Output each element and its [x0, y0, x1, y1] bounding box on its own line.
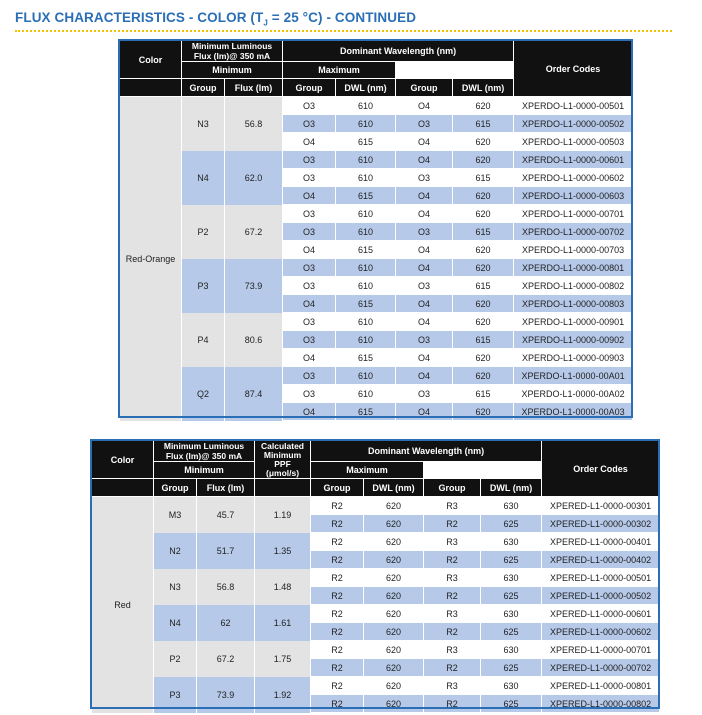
dwl-min-cell: 610 [336, 277, 396, 295]
dwl-max-cell: 625 [481, 623, 542, 641]
dwl-max-cell: 615 [453, 277, 514, 295]
dwl-min-cell: 620 [364, 569, 424, 587]
group-min-cell: R2 [311, 497, 364, 515]
group-min-cell: R2 [311, 659, 364, 677]
group-min-cell: O3 [283, 367, 336, 385]
table-row [92, 533, 660, 551]
flux-cell: 51.7 [197, 533, 255, 569]
dwl-max-cell: 630 [481, 569, 542, 587]
header-dwl-min: DWL (nm) [336, 79, 396, 97]
dwl-max-cell: 625 [481, 659, 542, 677]
ppf-cell: 1.48 [255, 569, 311, 605]
group-max-cell: R2 [424, 623, 481, 641]
group-min-cell: O4 [283, 187, 336, 205]
dwl-max-cell: 620 [453, 259, 514, 277]
order-code-cell: XPERDO-L1-0000-00901 [514, 313, 633, 331]
dwl-max-cell: 630 [481, 641, 542, 659]
order-code-cell: XPERED-L1-0000-00601 [542, 605, 660, 623]
dwl-min-cell: 620 [364, 533, 424, 551]
group-max-cell: O3 [396, 169, 453, 187]
group-min-cell: O3 [283, 169, 336, 187]
order-code-cell: XPERED-L1-0000-00502 [542, 587, 660, 605]
dwl-min-cell: 620 [364, 497, 424, 515]
header-group: Group [182, 79, 225, 97]
order-code-cell: XPERDO-L1-0000-00501 [514, 97, 633, 115]
ppf-cell: 1.19 [255, 497, 311, 533]
group-min-cell: O3 [283, 277, 336, 295]
order-code-cell: XPERDO-L1-0000-00502 [514, 115, 633, 133]
order-code-cell: XPERED-L1-0000-00801 [542, 677, 660, 695]
group-cell: N3 [182, 97, 225, 151]
ppf-cell: 1.92 [255, 677, 311, 713]
order-code-cell: XPERED-L1-0000-00602 [542, 623, 660, 641]
flux-cell: 73.9 [225, 259, 283, 313]
dwl-max-cell: 615 [453, 223, 514, 241]
dwl-min-cell: 610 [336, 151, 396, 169]
dwl-min-cell: 610 [336, 367, 396, 385]
group-max-cell: O3 [396, 331, 453, 349]
group-cell: P3 [182, 259, 225, 313]
table-row [120, 313, 633, 331]
group-min-cell: O4 [283, 349, 336, 367]
header-flux: Flux (lm) [197, 479, 255, 497]
dwl-min-cell: 620 [364, 587, 424, 605]
group-cell: N4 [154, 605, 197, 641]
group-cell: N3 [154, 569, 197, 605]
dwl-min-cell: 610 [336, 169, 396, 187]
order-code-cell: XPERDO-L1-0000-00803 [514, 295, 633, 313]
header-ppf-line: (μmol/s) [265, 467, 300, 478]
flux-cell: 73.9 [197, 677, 255, 713]
group-max-cell: R2 [424, 551, 481, 569]
flux-cell: 67.2 [197, 641, 255, 677]
dwl-max-cell: 615 [453, 385, 514, 403]
order-code-cell: XPERED-L1-0000-00301 [542, 497, 660, 515]
dwl-max-cell: 620 [453, 205, 514, 223]
dwl-min-cell: 615 [336, 295, 396, 313]
ppf-cell: 1.75 [255, 641, 311, 677]
group-max-cell: O3 [396, 223, 453, 241]
dwl-min-cell: 620 [364, 623, 424, 641]
group-min-cell: O3 [283, 331, 336, 349]
header-minimum: Minimum [154, 462, 255, 479]
order-code-cell: XPERDO-L1-0000-00802 [514, 277, 633, 295]
flux-cell: 45.7 [197, 497, 255, 533]
header-ppf-line: Minimum [263, 449, 302, 460]
dwl-min-cell: 620 [364, 695, 424, 713]
group-min-cell: R2 [311, 587, 364, 605]
group-cell: P2 [182, 205, 225, 259]
dwl-min-cell: 610 [336, 223, 396, 241]
order-code-cell: XPERDO-L1-0000-00701 [514, 205, 633, 223]
flux-table-red [91, 440, 660, 713]
page-title: FLUX CHARACTERISTICS - COLOR ($T_J = 25$ °C) - CONTINUED [15, 10, 417, 28]
group-cell: P3 [154, 677, 197, 713]
dwl-max-cell: 630 [481, 533, 542, 551]
dwl-min-cell: 615 [336, 349, 396, 367]
dwl-max-cell: 625 [481, 551, 542, 569]
flux-cell: 67.2 [225, 205, 283, 259]
order-code-cell: XPERDO-L1-0000-00A03 [514, 403, 633, 421]
table-row [92, 677, 660, 695]
group-cell: P2 [154, 641, 197, 677]
ppf-cell: 1.61 [255, 605, 311, 641]
flux-cell: 62 [197, 605, 255, 641]
group-max-cell: R3 [424, 497, 481, 515]
group-cell: P4 [182, 313, 225, 367]
group-min-cell: O3 [283, 97, 336, 115]
group-min-cell: O3 [283, 205, 336, 223]
header-group-max: Group [424, 479, 481, 497]
order-code-cell: XPERDO-L1-0000-00601 [514, 151, 633, 169]
group-min-cell: O3 [283, 385, 336, 403]
dwl-max-cell: 625 [481, 515, 542, 533]
group-max-cell: O4 [396, 97, 453, 115]
order-code-cell: XPERED-L1-0000-00401 [542, 533, 660, 551]
order-code-cell: XPERDO-L1-0000-00801 [514, 259, 633, 277]
dwl-min-cell: 620 [364, 641, 424, 659]
group-cell: N2 [154, 533, 197, 569]
group-min-cell: O3 [283, 313, 336, 331]
table-row [120, 367, 633, 385]
ppf-cell: 1.35 [255, 533, 311, 569]
dwl-min-cell: 615 [336, 133, 396, 151]
group-max-cell: R3 [424, 677, 481, 695]
dwl-min-cell: 610 [336, 259, 396, 277]
header-color: Color [120, 41, 182, 79]
color-cell: Red-Orange [120, 97, 182, 421]
order-code-cell: XPERDO-L1-0000-00A01 [514, 367, 633, 385]
order-code-cell: XPERED-L1-0000-00701 [542, 641, 660, 659]
group-min-cell: R2 [311, 677, 364, 695]
header-dominant-wavelength: Dominant Wavelength (nm) [311, 441, 542, 462]
dwl-max-cell: 630 [481, 677, 542, 695]
header-group-max: Group [396, 79, 453, 97]
group-min-cell: R2 [311, 641, 364, 659]
group-max-cell: O4 [396, 313, 453, 331]
group-min-cell: R2 [311, 605, 364, 623]
group-min-cell: O4 [283, 403, 336, 421]
order-code-cell: XPERED-L1-0000-00302 [542, 515, 660, 533]
header-order-codes: Order Codes [514, 41, 633, 97]
group-max-cell: R2 [424, 659, 481, 677]
dwl-min-cell: 610 [336, 313, 396, 331]
header-min-flux: Minimum Luminous Flux (lm)@ 350 mA [154, 441, 255, 462]
group-min-cell: O3 [283, 259, 336, 277]
dwl-max-cell: 630 [481, 605, 542, 623]
table-row [92, 605, 660, 623]
order-code-cell: XPERDO-L1-0000-00503 [514, 133, 633, 151]
order-code-cell: XPERDO-L1-0000-00602 [514, 169, 633, 187]
dwl-max-cell: 620 [453, 349, 514, 367]
dwl-min-cell: 615 [336, 241, 396, 259]
table-row [92, 641, 660, 659]
header-maximum: Maximum [311, 462, 424, 479]
group-max-cell: R3 [424, 533, 481, 551]
table-row [120, 205, 633, 223]
group-max-cell: O4 [396, 349, 453, 367]
dwl-min-cell: 610 [336, 385, 396, 403]
dwl-max-cell: 620 [453, 187, 514, 205]
group-min-cell: O4 [283, 133, 336, 151]
header-ppf-line: Calculated [261, 440, 305, 451]
group-max-cell: O4 [396, 205, 453, 223]
flux-cell: 56.8 [197, 569, 255, 605]
header-order-codes: Order Codes [542, 441, 660, 497]
group-max-cell: O4 [396, 241, 453, 259]
order-code-cell: XPERDO-L1-0000-00702 [514, 223, 633, 241]
dwl-min-cell: 620 [364, 677, 424, 695]
group-max-cell: O4 [396, 295, 453, 313]
dwl-max-cell: 620 [453, 151, 514, 169]
order-code-cell: XPERDO-L1-0000-00A02 [514, 385, 633, 403]
group-min-cell: O4 [283, 295, 336, 313]
dwl-min-cell: 615 [336, 187, 396, 205]
table-row [120, 259, 633, 277]
header-dominant-wavelength: Dominant Wavelength (nm) [283, 41, 514, 62]
dwl-min-cell: 615 [336, 403, 396, 421]
header-minimum: Minimum [182, 62, 283, 79]
dwl-max-cell: 620 [453, 403, 514, 421]
header-dwl-min: DWL (nm) [364, 479, 424, 497]
group-max-cell: R2 [424, 587, 481, 605]
order-code-cell: XPERED-L1-0000-00802 [542, 695, 660, 713]
header-ppf [255, 441, 311, 479]
group-max-cell: O3 [396, 115, 453, 133]
group-max-cell: R2 [424, 695, 481, 713]
dwl-min-cell: 620 [364, 515, 424, 533]
color-cell: Red [92, 497, 154, 713]
order-code-cell: XPERDO-L1-0000-00603 [514, 187, 633, 205]
header-color-spacer [92, 479, 154, 497]
flux-cell: 80.6 [225, 313, 283, 367]
header-dwl-max: DWL (nm) [481, 479, 542, 497]
group-cell: Q2 [182, 367, 225, 421]
order-code-cell: XPERDO-L1-0000-00703 [514, 241, 633, 259]
header-group-min: Group [283, 79, 336, 97]
group-max-cell: O3 [396, 277, 453, 295]
group-max-cell: O4 [396, 133, 453, 151]
table-row [120, 97, 633, 115]
flux-cell: 87.4 [225, 367, 283, 421]
header-min-flux: Minimum Luminous Flux (lm)@ 350 mA [182, 41, 283, 62]
group-min-cell: R2 [311, 623, 364, 641]
order-code-cell: XPERED-L1-0000-00702 [542, 659, 660, 677]
dwl-min-cell: 620 [364, 551, 424, 569]
group-min-cell: R2 [311, 569, 364, 587]
header-dwl-max: DWL (nm) [453, 79, 514, 97]
group-min-cell: O3 [283, 151, 336, 169]
order-code-cell: XPERED-L1-0000-00402 [542, 551, 660, 569]
flux-cell: 56.8 [225, 97, 283, 151]
header-color: Color [92, 441, 154, 479]
flux-table-red-orange [119, 40, 633, 421]
header-maximum: Maximum [283, 62, 396, 79]
dwl-max-cell: 620 [453, 241, 514, 259]
flux-cell: 62.0 [225, 151, 283, 205]
dwl-max-cell: 615 [453, 331, 514, 349]
table-row [92, 569, 660, 587]
group-min-cell: O3 [283, 115, 336, 133]
order-code-cell: XPERDO-L1-0000-00903 [514, 349, 633, 367]
group-max-cell: O3 [396, 385, 453, 403]
group-min-cell: R2 [311, 533, 364, 551]
dwl-max-cell: 615 [453, 115, 514, 133]
dwl-max-cell: 625 [481, 587, 542, 605]
dwl-min-cell: 610 [336, 331, 396, 349]
dwl-max-cell: 620 [453, 97, 514, 115]
group-max-cell: R3 [424, 641, 481, 659]
table-row [120, 151, 633, 169]
group-max-cell: R3 [424, 605, 481, 623]
group-min-cell: R2 [311, 515, 364, 533]
header-ppf-line: PPF [274, 458, 291, 469]
group-min-cell: R2 [311, 695, 364, 713]
title-divider [15, 30, 672, 32]
group-max-cell: R2 [424, 515, 481, 533]
group-min-cell: O3 [283, 223, 336, 241]
group-min-cell: O4 [283, 241, 336, 259]
group-cell: M3 [154, 497, 197, 533]
dwl-max-cell: 620 [453, 313, 514, 331]
table-row [92, 497, 660, 515]
header-group-min: Group [311, 479, 364, 497]
dwl-max-cell: 620 [453, 367, 514, 385]
dwl-max-cell: 625 [481, 695, 542, 713]
group-cell: N4 [182, 151, 225, 205]
header-group: Group [154, 479, 197, 497]
header-ppf-spacer [255, 479, 311, 497]
dwl-max-cell: 620 [453, 133, 514, 151]
group-max-cell: O4 [396, 403, 453, 421]
group-max-cell: O4 [396, 259, 453, 277]
dwl-min-cell: 610 [336, 115, 396, 133]
dwl-min-cell: 610 [336, 97, 396, 115]
group-max-cell: R3 [424, 569, 481, 587]
group-max-cell: O4 [396, 187, 453, 205]
header-color-spacer [120, 79, 182, 97]
order-code-cell: XPERED-L1-0000-00501 [542, 569, 660, 587]
group-min-cell: R2 [311, 551, 364, 569]
dwl-max-cell: 630 [481, 497, 542, 515]
dwl-min-cell: 620 [364, 659, 424, 677]
group-max-cell: O4 [396, 367, 453, 385]
group-max-cell: O4 [396, 151, 453, 169]
dwl-min-cell: 620 [364, 605, 424, 623]
dwl-min-cell: 610 [336, 205, 396, 223]
dwl-max-cell: 615 [453, 169, 514, 187]
order-code-cell: XPERDO-L1-0000-00902 [514, 331, 633, 349]
dwl-max-cell: 620 [453, 295, 514, 313]
header-flux: Flux (lm) [225, 79, 283, 97]
